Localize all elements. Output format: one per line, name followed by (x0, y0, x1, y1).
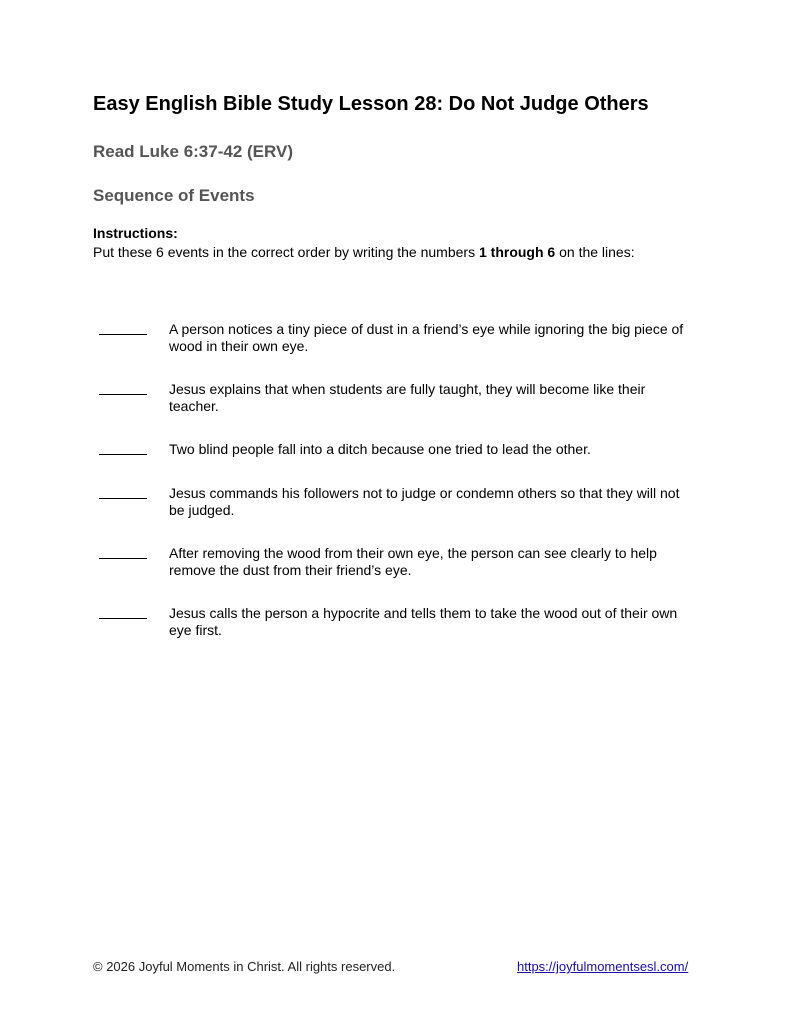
answer-blank-3[interactable] (99, 454, 147, 455)
section-heading: Sequence of Events (93, 186, 255, 205)
instructions-text (93, 244, 635, 260)
instructions-label: Instructions: (93, 225, 178, 241)
event-text-3: Two blind people fall into a ditch because one tried to lead the other. (169, 441, 591, 457)
answer-blank-4[interactable] (99, 498, 147, 499)
event-text-4: Jesus commands his followers not to judge or condemn others so that they will not be judged. (169, 485, 680, 518)
page-title: Easy English Bible Study Lesson 28: Do Not Judge Others (93, 93, 649, 115)
event-text-2: Jesus explains that when students are fully taught, they will become like their teacher. (169, 381, 646, 414)
footer-website-link[interactable]: https://joyfulmomentsesl.com/ (517, 959, 689, 974)
reading-reference: Read Luke 6:37-42 (ERV) (93, 142, 293, 161)
answer-blank-2[interactable] (99, 394, 147, 395)
answer-blank-5[interactable] (99, 558, 147, 559)
instructions-text-after: on the lines: (555, 244, 635, 260)
answer-blank-1[interactable] (99, 334, 147, 335)
event-text-6: Jesus calls the person a hypocrite and tells them to take the wood out of their own eye first. (169, 605, 678, 638)
footer-copyright: © 2026 Joyful Moments in Christ. All rights reserved. (93, 959, 396, 974)
answer-blank-6[interactable] (99, 618, 147, 619)
event-text-5: After removing the wood from their own eye, the person can see clearly to help remove the dust from their friend’s eye. (169, 545, 657, 578)
instructions-text-before: Put these 6 events in the correct order by writing the numbers (93, 244, 479, 260)
event-text-1: A person notices a tiny piece of dust in a friend’s eye while ignoring the big piece of wood in their own eye. (169, 321, 684, 354)
instructions-text-bold: 1 through 6 (478, 244, 556, 260)
